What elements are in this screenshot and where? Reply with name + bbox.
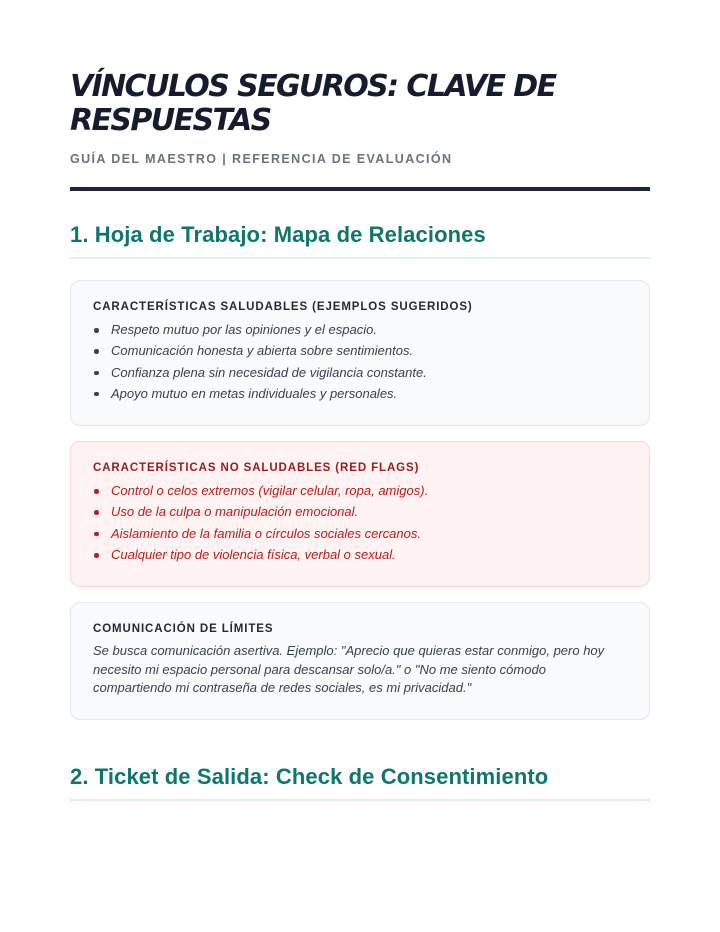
card-heading: CARACTERÍSTICAS SALUDABLES (EJEMPLOS SUGERIDOS) <box>93 301 473 313</box>
title-divider <box>70 187 650 191</box>
list-item: Uso de la culpa o manipulación emocional. <box>93 501 627 522</box>
document-subtitle: GUÍA DEL MAESTRO | REFERENCIA DE EVALUACIÓN <box>70 152 453 166</box>
red-flags-list <box>93 480 627 565</box>
list-item: Respeto mutuo por las opiniones y el espacio. <box>93 319 627 340</box>
section-heading: 1. Hoja de Trabajo: Mapa de Relaciones <box>70 222 486 247</box>
card-heading: CARACTERÍSTICAS NO SALUDABLES (RED FLAGS) <box>93 462 420 475</box>
list-item: Confianza plena sin necesidad de vigilancia constante. <box>93 362 627 383</box>
section-consent-check <box>70 764 650 801</box>
section-divider <box>70 257 650 259</box>
list-item: Apoyo mutuo en metas individuales y personales. <box>93 383 627 404</box>
boundaries-example-text: Se busca comunicación asertiva. Ejemplo: "Aprecio que quieras estar conmigo, pero hoy necesito mi espacio personal para descansar solo/a." o "No me siento cómodo compartiendo mi contraseña de redes sociales, es mi privacidad." <box>93 643 605 695</box>
section-divider <box>70 799 650 801</box>
list-item: Comunicación honesta y abierta sobre sentimientos. <box>93 340 627 361</box>
card-heading: COMUNICACIÓN DE LÍMITES <box>93 623 274 636</box>
document-title: VÍNCULOS SEGUROS: CLAVE DE RESPUESTAS <box>70 69 556 138</box>
healthy-traits-list <box>93 319 627 404</box>
section-heading: 2. Ticket de Salida: Check de Consentimiento <box>70 764 549 790</box>
red-flags-card <box>70 441 650 587</box>
section-relationship-map <box>70 222 650 720</box>
list-item: Cualquier tipo de violencia física, verbal o sexual. <box>93 544 627 565</box>
boundaries-card <box>70 602 650 720</box>
list-item: Control o celos extremos (vigilar celular, ropa, amigos). <box>93 480 627 501</box>
healthy-traits-card <box>70 280 650 426</box>
list-item: Aislamiento de la familia o círculos sociales cercanos. <box>93 523 627 544</box>
